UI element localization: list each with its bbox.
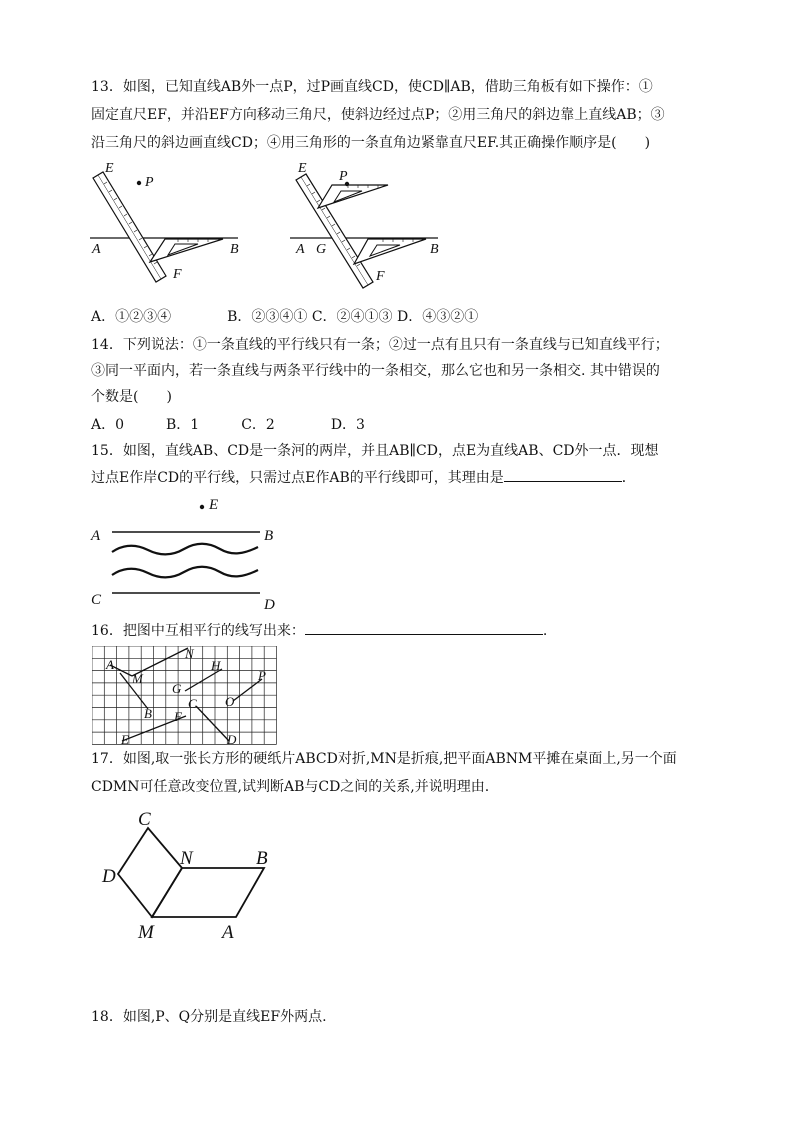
label-b: B: [230, 242, 239, 257]
label-p: P: [145, 175, 154, 190]
grid-label-m: M: [132, 671, 143, 686]
point-e: [200, 505, 204, 509]
q13-line-1: 13．如图，已知直线AB外一点P，过P画直线CD，使CD∥AB，借助三角板有如下操作：①: [91, 79, 653, 95]
q13-options: A．①②③④ B．②③④① C．②④①③ D．④③②①: [91, 309, 479, 325]
label-e: E: [105, 161, 114, 176]
label-f: F: [173, 267, 182, 282]
ruler: [93, 172, 166, 282]
q13-line-2: 固定直尺EF，并沿EF方向移动三角尺，使斜边经过点P；②用三角尺的斜边靠上直线AB；③: [91, 107, 665, 123]
q14-options: A．0 B．1 C．2 D．3: [91, 417, 365, 433]
q15-line-2-end: ．: [621, 470, 636, 486]
q17-line-1: 17．如图,取一张长方形的硬纸片ABCD对折,MN是折痕,把平面ABNM平摊在桌面上,另一个面: [91, 751, 677, 767]
q15-figure: [88, 492, 288, 614]
label-d: D: [102, 866, 116, 887]
q15-line-2: [91, 469, 636, 487]
label-b: B: [430, 242, 439, 257]
label-e: E: [209, 497, 219, 513]
label-c: C: [138, 809, 151, 830]
label-n: N: [180, 848, 193, 869]
face-cdmn: [118, 828, 182, 917]
q16-line-1-text: 16．把图中互相平行的线写出来：: [91, 623, 305, 639]
grid-label-f: F: [174, 709, 182, 724]
grid-label-h: H: [211, 658, 221, 673]
q15-line-1: 15．如图，直线AB、CD是一条河的两岸，并且AB∥CD，点E为直线AB、CD外一点．现想: [91, 443, 659, 459]
label-g: G: [316, 242, 327, 257]
q16-line-1-end: .: [542, 623, 548, 639]
label-d: D: [264, 597, 275, 613]
triangle-ruler-lower: [354, 239, 426, 264]
label-f: F: [376, 269, 385, 284]
label-a: A: [296, 242, 305, 257]
q16-answer-blank[interactable]: [305, 622, 543, 635]
q13-line-3: 沿三角尺的斜边画直线CD；④用三角形的一条直角边紧靠直尺EF.其正确操作顺序是( ): [91, 135, 651, 151]
label-a: A: [91, 528, 101, 544]
triangle-ruler-upper: [318, 185, 388, 208]
grid-label-a: A: [106, 657, 114, 672]
label-b: B: [264, 528, 274, 544]
q13-figure-1: [88, 158, 248, 298]
grid-label-c: C: [188, 696, 197, 711]
point-p: [137, 181, 141, 185]
grid-label-b: B: [144, 706, 152, 721]
face-abnm: [152, 868, 264, 917]
grid-label-e: E: [121, 732, 129, 746]
q15-line-2-text: 过点E作岸CD的平行线，只需过点E作AB的平行线即可，其理由是: [91, 470, 504, 486]
q15-answer-blank[interactable]: [504, 469, 622, 482]
wave-2: [112, 567, 258, 578]
q16-line-1: [91, 622, 547, 640]
q16-grid-figure: [92, 646, 280, 746]
label-a: A: [222, 922, 234, 943]
label-m: M: [138, 922, 154, 943]
segment-cd: [196, 706, 229, 741]
q13-figure-2: [288, 158, 448, 298]
q14-line-3: 个数是( ): [91, 389, 172, 405]
triangle-ruler: [150, 239, 223, 262]
grid-label-p: P: [258, 668, 266, 683]
q14-line-1: 14．下列说法：①一条直线的平行线只有一条；②过一点有且只有一条直线与已知直线平行；: [91, 337, 669, 353]
grid-label-n: N: [185, 646, 194, 661]
wave-1: [112, 544, 258, 555]
q18-line-1: 18．如图,P、Q分别是直线EF外两点.: [91, 1009, 327, 1025]
q17-line-2: CDMN可任意改变位置,试判断AB与CD之间的关系,并说明理由.: [91, 779, 490, 795]
label-a: A: [92, 242, 101, 257]
q14-line-2: ③同一平面内，若一条直线与两条平行线中的一条相交，那么它也和另一条相交. 其中错误的: [91, 363, 660, 379]
grid-label-g: G: [172, 681, 182, 696]
label-b: B: [256, 848, 268, 869]
label-c: C: [91, 592, 102, 608]
grid-label-d: D: [227, 732, 237, 746]
label-e: E: [298, 161, 307, 176]
label-p: P: [339, 169, 348, 184]
grid-label-o: O: [225, 694, 235, 709]
q17-figure: [96, 800, 286, 948]
